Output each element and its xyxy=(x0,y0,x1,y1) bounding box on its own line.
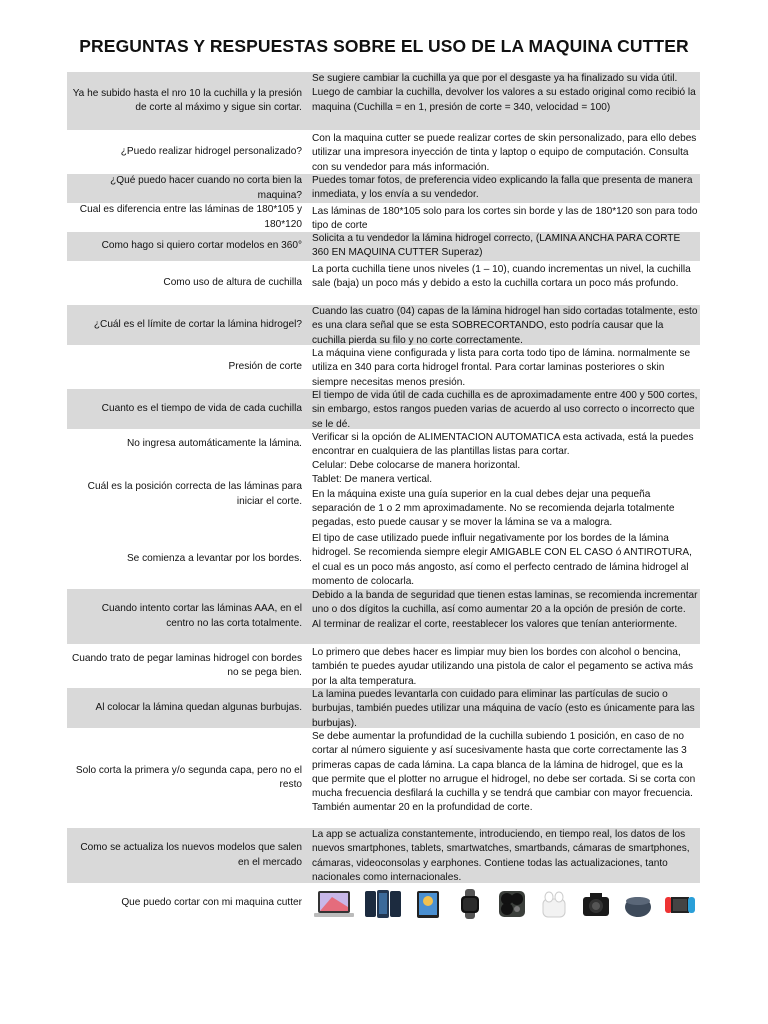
device-gallery xyxy=(312,885,698,919)
faq-answer-cell xyxy=(308,885,700,921)
faq-answer: Puedes tomar fotos, de preferencia video explicando la falla que presenta de manera inmediata, y los envía a su vendedor. xyxy=(312,175,693,201)
tablet-icon xyxy=(413,889,443,919)
faq-question: Al colocar la lámina quedan algunas burbujas. xyxy=(95,701,302,713)
faq-answer: Cuando las cuatro (04) capas de la lámina hidrogel han sido cortadas totalmente, esto es una clara señal que se esta SOBRECORTANDO, esto podría causar que la cuchilla pierda su filo y no corte correctamente. xyxy=(312,306,698,346)
faq-question-cell xyxy=(67,688,308,728)
faq-row xyxy=(67,130,700,172)
faq-answer: La app se actualiza constantemente, introduciendo, en tiempo real, los datos de los nuevos smartphones, tablets, smartwatches, smartbands, cámaras de smartphones, cámaras, videoconsolas y earphones. Contiene todas las actualizaciones, tanto nacionales como internacionales. xyxy=(312,829,690,883)
camera-lens-icon xyxy=(497,889,527,919)
faq-answer: El tipo de case utilizado puede influir negativamente por los bordes de la lámina hidrogel. Se recomienda siempre elegir AMIGABLE CON EL CASO ó ANTIROTURA, el cual es un poco más angosto, así como el perfecto centrado de lámina hidrogel al momento de colocarla. xyxy=(312,533,692,587)
faq-row xyxy=(67,587,700,644)
faq-question-cell xyxy=(67,305,308,345)
faq-question-cell xyxy=(67,263,308,303)
device-item xyxy=(312,889,356,919)
faq-question: Como uso de altura de cuchilla xyxy=(163,276,302,288)
faq-answer-cell xyxy=(308,72,700,130)
faq-question-cell xyxy=(67,589,308,644)
faq-row xyxy=(67,883,700,921)
faq-question-cell xyxy=(67,72,308,130)
faq-question-cell xyxy=(67,132,308,172)
faq-answer-cell xyxy=(308,532,700,587)
faq-row xyxy=(67,686,700,728)
faq-answer-cell xyxy=(308,205,700,230)
faq-answer-cell xyxy=(308,132,700,172)
faq-question: Cuando intento cortar las láminas AAA, en el centro no las corta totalmente. xyxy=(101,603,302,629)
faq-answer: Debido a la banda de seguridad que tienen estas laminas, se recomienda incrementar uno o dos dígitos la cuchilla, así como aumentar 20 a la opción de presión de corte. xyxy=(312,590,698,616)
faq-row xyxy=(67,457,700,530)
faq-question-cell xyxy=(67,730,308,826)
faq-answer-cell xyxy=(308,828,700,883)
faq-question-cell xyxy=(67,431,308,457)
faq-answer: La máquina viene configurada y lista para corta todo tipo de lámina. normalmente se utiliza en 340 para corta hidrogel frontal. Para cortar laminas posteriores o skin siempre necesitas menos presión. xyxy=(312,348,691,388)
smartwatch-icon xyxy=(458,889,482,919)
faq-answer-cell xyxy=(308,589,700,644)
faq-answer-cell xyxy=(308,232,700,261)
faq-answer: Al terminar de realizar el corte, reestablecer los valores que tenían anteriormente. xyxy=(312,618,678,630)
faq-answer: Lo primero que debes hacer es limpiar muy bien los bordes con alcohol o bencina, también te puedes ayudar utilizando una pistola de calor el pegamento se activa más por la alta temperatura. xyxy=(312,647,693,687)
faq-answer-cell xyxy=(308,646,700,686)
faq-question: Como se actualiza los nuevos modelos que salen en el mercado xyxy=(80,842,302,868)
camera-icon xyxy=(581,889,611,919)
faq-question: Se comienza a levantar por los bordes. xyxy=(126,553,302,565)
phones-icon xyxy=(363,889,403,919)
faq-answer-cell xyxy=(308,347,700,387)
device-item xyxy=(452,889,487,919)
earphones-icon xyxy=(539,889,569,919)
faq-question: Cuanto es el tiempo de vida de cada cuchilla xyxy=(101,402,302,414)
faq-row xyxy=(67,530,700,587)
page-title: PREGUNTAS Y RESPUESTAS SOBRE EL USO DE LA MAQUINA CUTTER xyxy=(79,36,689,56)
faq-answer: También aumentar 20 en la profundidad de corte. xyxy=(312,802,533,814)
laptop-icon xyxy=(312,889,356,919)
device-item xyxy=(410,889,445,919)
faq-answer: Solicita a tu vendedor la lámina hidrogel correcto, (LAMINA ANCHA PARA CORTE 360 EN MAQUINA CUTTER Superaz) xyxy=(312,233,681,259)
faq-answer-cell xyxy=(308,174,700,203)
faq-question-cell xyxy=(67,828,308,883)
speaker-icon xyxy=(623,889,653,919)
faq-answer: Las láminas de 180*105 solo para los cortes sin borde y las de 180*120 son para todo tipo de corte xyxy=(312,206,698,232)
faq-question: Presión de corte xyxy=(228,360,302,372)
faq-question: No ingresa automáticamente la lámina. xyxy=(126,437,302,449)
faq-question: Que puedo cortar con mi maquina cutter xyxy=(121,896,302,908)
faq-question: Cuál es la posición correcta de las láminas para iniciar el corte. xyxy=(87,481,302,507)
faq-question-cell xyxy=(67,885,308,921)
faq-question: ¿Puedo realizar hidrogel personalizado? xyxy=(120,145,302,157)
faq-answer-cell xyxy=(308,688,700,728)
faq-answer-cell xyxy=(308,263,700,303)
faq-answer: Celular: Debe colocarse de manera horizontal. xyxy=(312,460,521,471)
faq-question: ¿Cuál es el límite de cortar la lámina hidrogel? xyxy=(93,318,302,330)
faq-answer: Con la maquina cutter se puede realizar cortes de skin personalizado, para ello debes utilizar una impresora inyección de tinta y laptop o equipo de computación. Consulta con su vendedor para más información. xyxy=(312,133,697,173)
faq-question: Cuando trato de pegar laminas hidrogel con bordes no se pega bien. xyxy=(71,652,302,678)
faq-row xyxy=(67,728,700,826)
faq-row xyxy=(67,230,700,261)
game-console-icon xyxy=(663,889,697,919)
faq-answer: Se debe aumentar la profundidad de la cuchilla subiendo 1 posición, en caso de no cortar al número siguiente y así sucesivamente hasta que corte correctamente las 3 primeras capas de cada lámina. La capa blanca de la lámina de hidrogel, que es la que permite que el plotter no arrugue el hidrogel, no debe ser cortada. Si se corta con mucha frecuencia desfilará la cuchilla y se tendrá que cambiar con mayor frecuencia. xyxy=(312,731,696,800)
faq-question-cell xyxy=(67,389,308,429)
faq-question-cell xyxy=(67,205,308,230)
faq-answer-cell xyxy=(308,431,700,457)
faq-row xyxy=(67,429,700,457)
device-item xyxy=(663,889,698,919)
faq-row xyxy=(67,172,700,203)
faq-question: Ya he subido hasta el nro 10 la cuchilla y la presión de corte al máximo y sigue sin cortar. xyxy=(72,87,302,113)
device-item xyxy=(363,889,403,919)
faq-answer: La lamina puedes levantarla con cuidado para eliminar las partículas de sucio o burbujas, también puedes utilizar una máquina de vacío (esto es únicamente para las burbujas). xyxy=(312,689,695,729)
device-item xyxy=(536,889,571,919)
faq-question: Cual es diferencia entre las láminas de 180*105 y 180*120 xyxy=(79,204,302,230)
faq-row xyxy=(67,387,700,429)
faq-question: Como hago si quiero cortar modelos en 360° xyxy=(101,240,302,252)
device-item xyxy=(494,889,529,919)
faq-row xyxy=(67,261,700,303)
faq-table xyxy=(67,72,700,921)
faq-answer: Tablet: De manera vertical. xyxy=(312,474,433,486)
device-item xyxy=(579,889,614,919)
faq-answer: El tiempo de vida útil de cada cuchilla es de aproximadamente entre 400 y 500 cortes, sin embargo, estos rangos pueden varias de acuerdo al uso correcto o incorrecto que se le dé. xyxy=(312,390,698,430)
faq-row xyxy=(67,203,700,230)
faq-answer: Verificar si la opción de ALIMENTACION AUTOMATICA esta activada, está la puedes encontrar en cualquiera de las plantillas listas para cortar. xyxy=(312,432,694,458)
faq-question-cell xyxy=(67,459,308,530)
faq-row xyxy=(67,644,700,686)
faq-answer-cell xyxy=(308,730,700,826)
faq-question: Solo corta la primera y/o segunda capa, pero no el resto xyxy=(75,764,302,790)
faq-question-cell xyxy=(67,347,308,387)
faq-answer-cell xyxy=(308,459,700,530)
faq-answer-cell xyxy=(308,389,700,429)
faq-question-cell xyxy=(67,532,308,587)
faq-row xyxy=(67,72,700,130)
device-item xyxy=(621,889,656,919)
faq-question-cell xyxy=(67,174,308,203)
faq-question-cell xyxy=(67,646,308,686)
faq-question: ¿Qué puedo hacer cuando no corta bien la maquina? xyxy=(110,175,302,201)
faq-answer-cell xyxy=(308,305,700,345)
faq-answer: En la máquina existe una guía superior en la cual debes dejar una pequeña separación de 1 o 2 mm aproximadamente. No se recomienda dejarla totalmente pegadas, esto puede causar y se mover la lámina se va a malogra. xyxy=(312,488,675,529)
faq-row xyxy=(67,345,700,387)
faq-answer: Se sugiere cambiar la cuchilla ya que por el desgaste ya ha finalizado su vida útil. Luego de cambiar la cuchilla, devolver los valores a su estado original como recibió la maquina (Cuchilla = en 1, presión de corte = 340, velocidad = 100) xyxy=(312,73,696,113)
faq-question-cell xyxy=(67,232,308,261)
faq-row xyxy=(67,303,700,345)
faq-answer: La porta cuchilla tiene unos niveles (1 – 10), cuando incrementas un nivel, la cuchilla sale (baja) un poco más y debido a esto la cuchilla cortara un poco más profundo. xyxy=(312,264,691,290)
faq-row xyxy=(67,826,700,883)
